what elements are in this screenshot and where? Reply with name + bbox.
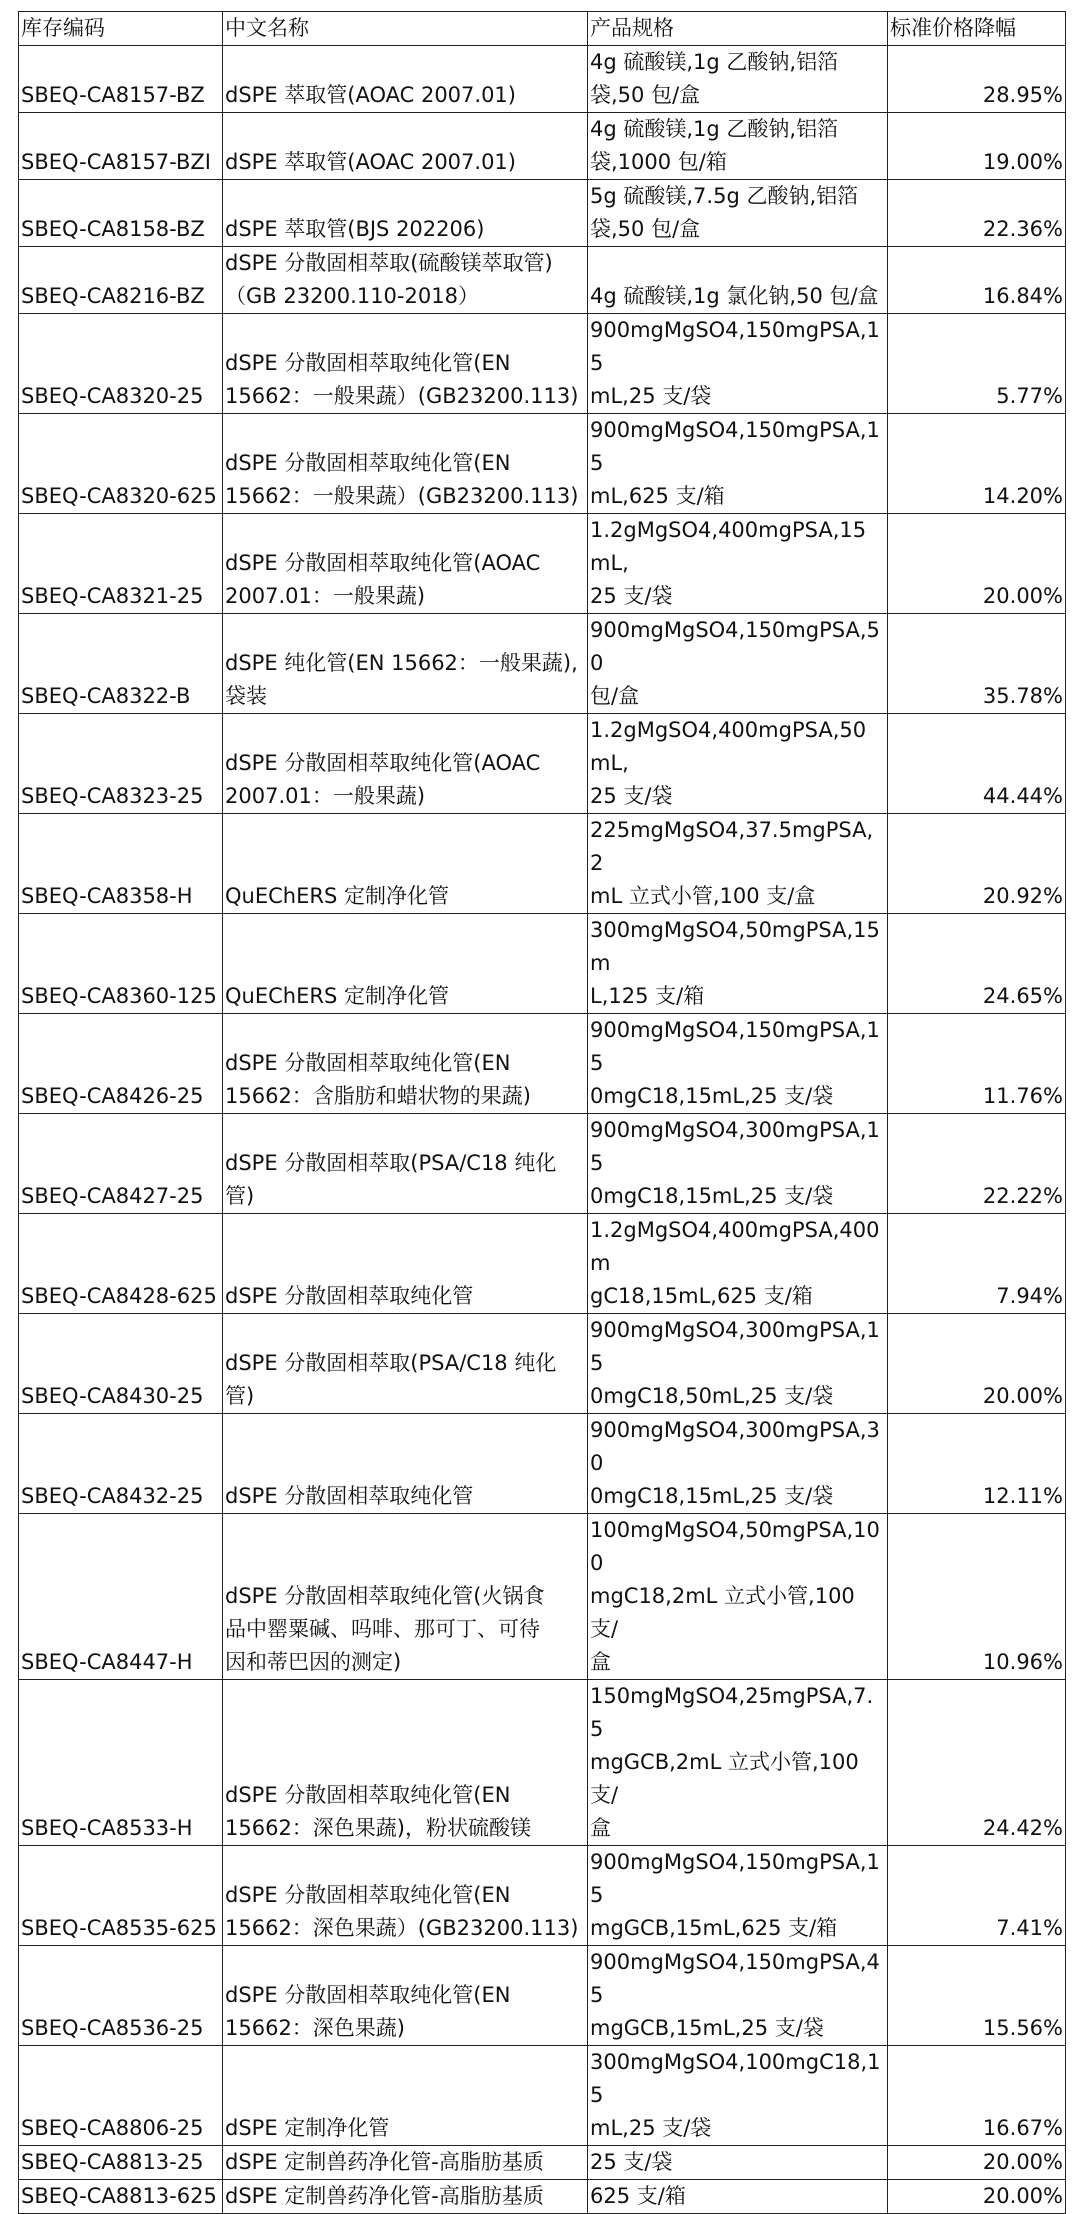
- discount-cell: 14.20%: [888, 414, 1066, 514]
- discount-cell: 15.56%: [888, 1946, 1066, 2046]
- spec-cell: 900mgMgSO4,300mgPSA,30 0mgC18,15mL,25 支/袋: [588, 1414, 888, 1514]
- price-table-container: [18, 11, 1065, 2214]
- discount-cell: 20.00%: [888, 2180, 1066, 2214]
- discount-cell: 24.65%: [888, 914, 1066, 1014]
- name-cell: dSPE 定制净化管: [223, 2046, 588, 2146]
- spec-cell: 1.2gMgSO4,400mgPSA,15mL, 25 支/袋: [588, 514, 888, 614]
- spec-cell: 900mgMgSO4,150mgPSA,15 mL,625 支/箱: [588, 414, 888, 514]
- name-cell: dSPE 分散固相萃取(硫酸镁萃取管) （GB 23200.110-2018）: [223, 247, 588, 314]
- table-row: [19, 46, 1066, 113]
- discount-cell: 19.00%: [888, 113, 1066, 180]
- table-row: [19, 1680, 1066, 1846]
- code-cell: SBEQ-CA8320-25: [19, 314, 223, 414]
- table-row: [19, 113, 1066, 180]
- spec-cell: 900mgMgSO4,300mgPSA,15 0mgC18,15mL,25 支/袋: [588, 1114, 888, 1214]
- table-row: [19, 514, 1066, 614]
- code-cell: SBEQ-CA8158-BZ: [19, 180, 223, 247]
- discount-cell: 7.41%: [888, 1846, 1066, 1946]
- code-cell: SBEQ-CA8320-625: [19, 414, 223, 514]
- table-row: [19, 1514, 1066, 1680]
- discount-cell: 5.77%: [888, 314, 1066, 414]
- spec-cell: 225mgMgSO4,37.5mgPSA,2 mL 立式小管,100 支/盒: [588, 814, 888, 914]
- name-cell: dSPE 分散固相萃取纯化管(EN 15662：含脂肪和蜡状物的果蔬): [223, 1014, 588, 1114]
- table-row: [19, 714, 1066, 814]
- code-cell: SBEQ-CA8216-BZ: [19, 247, 223, 314]
- name-cell: dSPE 分散固相萃取纯化管(EN 15662：一般果蔬）(GB23200.113): [223, 314, 588, 414]
- name-cell: dSPE 分散固相萃取纯化管(AOAC 2007.01：一般果蔬): [223, 514, 588, 614]
- code-cell: SBEQ-CA8535-625: [19, 1846, 223, 1946]
- spec-cell: 4g 硫酸镁,1g 乙酸钠,铝箔 袋,50 包/盒: [588, 46, 888, 113]
- code-cell: SBEQ-CA8533-H: [19, 1680, 223, 1846]
- table-row: [19, 614, 1066, 714]
- header-cell-name: 中文名称: [223, 12, 588, 46]
- spec-cell: 300mgMgSO4,50mgPSA,15m L,125 支/箱: [588, 914, 888, 1014]
- table-row: [19, 2146, 1066, 2180]
- name-cell: dSPE 定制兽药净化管-高脂肪基质: [223, 2180, 588, 2214]
- name-cell: dSPE 纯化管(EN 15662：一般果蔬), 袋装: [223, 614, 588, 714]
- name-cell: dSPE 分散固相萃取(PSA/C18 纯化 管): [223, 1314, 588, 1414]
- table-row: [19, 914, 1066, 1014]
- name-cell: dSPE 萃取管(BJS 202206): [223, 180, 588, 247]
- discount-cell: 22.36%: [888, 180, 1066, 247]
- table-row: [19, 1846, 1066, 1946]
- name-cell: dSPE 分散固相萃取纯化管(火锅食 品中罂粟碱、吗啡、那可丁、可待 因和蒂巴因的测定): [223, 1514, 588, 1680]
- discount-cell: 12.11%: [888, 1414, 1066, 1514]
- code-cell: SBEQ-CA8813-625: [19, 2180, 223, 2214]
- spec-cell: 100mgMgSO4,50mgPSA,100 mgC18,2mL 立式小管,100 支/ 盒: [588, 1514, 888, 1680]
- name-cell: dSPE 分散固相萃取纯化管(EN 15662：深色果蔬): [223, 1946, 588, 2046]
- table-row: [19, 1114, 1066, 1214]
- code-cell: SBEQ-CA8322-B: [19, 614, 223, 714]
- code-cell: SBEQ-CA8427-25: [19, 1114, 223, 1214]
- spec-cell: 300mgMgSO4,100mgC18,15 mL,25 支/袋: [588, 2046, 888, 2146]
- price-reduction-table: [18, 11, 1066, 2214]
- name-cell: dSPE 分散固相萃取(PSA/C18 纯化 管): [223, 1114, 588, 1214]
- code-cell: SBEQ-CA8428-625: [19, 1214, 223, 1314]
- table-row: [19, 180, 1066, 247]
- code-cell: SBEQ-CA8432-25: [19, 1414, 223, 1514]
- spec-cell: 900mgMgSO4,150mgPSA,50 包/盒: [588, 614, 888, 714]
- discount-cell: 24.42%: [888, 1680, 1066, 1846]
- spec-cell: 900mgMgSO4,150mgPSA,45 mgGCB,15mL,25 支/袋: [588, 1946, 888, 2046]
- name-cell: QuEChERS 定制净化管: [223, 814, 588, 914]
- code-cell: SBEQ-CA8426-25: [19, 1014, 223, 1114]
- discount-cell: 20.00%: [888, 2146, 1066, 2180]
- code-cell: SBEQ-CA8157-BZ: [19, 46, 223, 113]
- discount-cell: 16.84%: [888, 247, 1066, 314]
- table-row: [19, 2180, 1066, 2214]
- code-cell: SBEQ-CA8447-H: [19, 1514, 223, 1680]
- discount-cell: 10.96%: [888, 1514, 1066, 1680]
- spec-cell: 625 支/箱: [588, 2180, 888, 2214]
- spec-cell: 900mgMgSO4,300mgPSA,15 0mgC18,50mL,25 支/袋: [588, 1314, 888, 1414]
- code-cell: SBEQ-CA8358-H: [19, 814, 223, 914]
- spec-cell: 900mgMgSO4,150mgPSA,15 mL,25 支/袋: [588, 314, 888, 414]
- code-cell: SBEQ-CA8157-BZI: [19, 113, 223, 180]
- table-row: [19, 1414, 1066, 1514]
- discount-cell: 22.22%: [888, 1114, 1066, 1214]
- name-cell: dSPE 定制兽药净化管-高脂肪基质: [223, 2146, 588, 2180]
- discount-cell: 35.78%: [888, 614, 1066, 714]
- name-cell: dSPE 萃取管(AOAC 2007.01): [223, 46, 588, 113]
- table-row: [19, 247, 1066, 314]
- header-cell-code: 库存编码: [19, 12, 223, 46]
- spec-cell: 4g 硫酸镁,1g 乙酸钠,铝箔 袋,1000 包/箱: [588, 113, 888, 180]
- code-cell: SBEQ-CA8360-125: [19, 914, 223, 1014]
- code-cell: SBEQ-CA8813-25: [19, 2146, 223, 2180]
- spec-cell: 1.2gMgSO4,400mgPSA,400m gC18,15mL,625 支/箱: [588, 1214, 888, 1314]
- discount-cell: 20.00%: [888, 1314, 1066, 1414]
- name-cell: dSPE 分散固相萃取纯化管(EN 15662：一般果蔬）(GB23200.113): [223, 414, 588, 514]
- table-row: [19, 1014, 1066, 1114]
- table-row: [19, 414, 1066, 514]
- name-cell: dSPE 分散固相萃取纯化管: [223, 1214, 588, 1314]
- spec-cell: 5g 硫酸镁,7.5g 乙酸钠,铝箔 袋,50 包/盒: [588, 180, 888, 247]
- spec-cell: 900mgMgSO4,150mgPSA,15 mgGCB,15mL,625 支/箱: [588, 1846, 888, 1946]
- table-row: [19, 1946, 1066, 2046]
- name-cell: dSPE 分散固相萃取纯化管(EN 15662：深色果蔬)，粉状硫酸镁: [223, 1680, 588, 1846]
- header-row: [19, 12, 1066, 46]
- spec-cell: 150mgMgSO4,25mgPSA,7.5 mgGCB,2mL 立式小管,100 支/ 盒: [588, 1680, 888, 1846]
- table-row: [19, 1214, 1066, 1314]
- name-cell: dSPE 萃取管(AOAC 2007.01): [223, 113, 588, 180]
- header-cell-spec: 产品规格: [588, 12, 888, 46]
- spec-cell: 25 支/袋: [588, 2146, 888, 2180]
- code-cell: SBEQ-CA8321-25: [19, 514, 223, 614]
- spec-cell: 900mgMgSO4,150mgPSA,15 0mgC18,15mL,25 支/袋: [588, 1014, 888, 1114]
- code-cell: SBEQ-CA8536-25: [19, 1946, 223, 2046]
- name-cell: dSPE 分散固相萃取纯化管(EN 15662：深色果蔬）(GB23200.113): [223, 1846, 588, 1946]
- discount-cell: 20.00%: [888, 514, 1066, 614]
- discount-cell: 11.76%: [888, 1014, 1066, 1114]
- spec-cell: 4g 硫酸镁,1g 氯化钠,50 包/盒: [588, 247, 888, 314]
- table-row: [19, 2046, 1066, 2146]
- table-row: [19, 1314, 1066, 1414]
- header-cell-discount: 标准价格降幅: [888, 12, 1066, 46]
- code-cell: SBEQ-CA8430-25: [19, 1314, 223, 1414]
- table-body: [19, 46, 1066, 2214]
- spec-cell: 1.2gMgSO4,400mgPSA,50mL, 25 支/袋: [588, 714, 888, 814]
- name-cell: QuEChERS 定制净化管: [223, 914, 588, 1014]
- table-row: [19, 814, 1066, 914]
- code-cell: SBEQ-CA8806-25: [19, 2046, 223, 2146]
- discount-cell: 16.67%: [888, 2046, 1066, 2146]
- discount-cell: 20.92%: [888, 814, 1066, 914]
- discount-cell: 7.94%: [888, 1214, 1066, 1314]
- discount-cell: 28.95%: [888, 46, 1066, 113]
- table-row: [19, 314, 1066, 414]
- name-cell: dSPE 分散固相萃取纯化管(AOAC 2007.01：一般果蔬): [223, 714, 588, 814]
- discount-cell: 44.44%: [888, 714, 1066, 814]
- name-cell: dSPE 分散固相萃取纯化管: [223, 1414, 588, 1514]
- code-cell: SBEQ-CA8323-25: [19, 714, 223, 814]
